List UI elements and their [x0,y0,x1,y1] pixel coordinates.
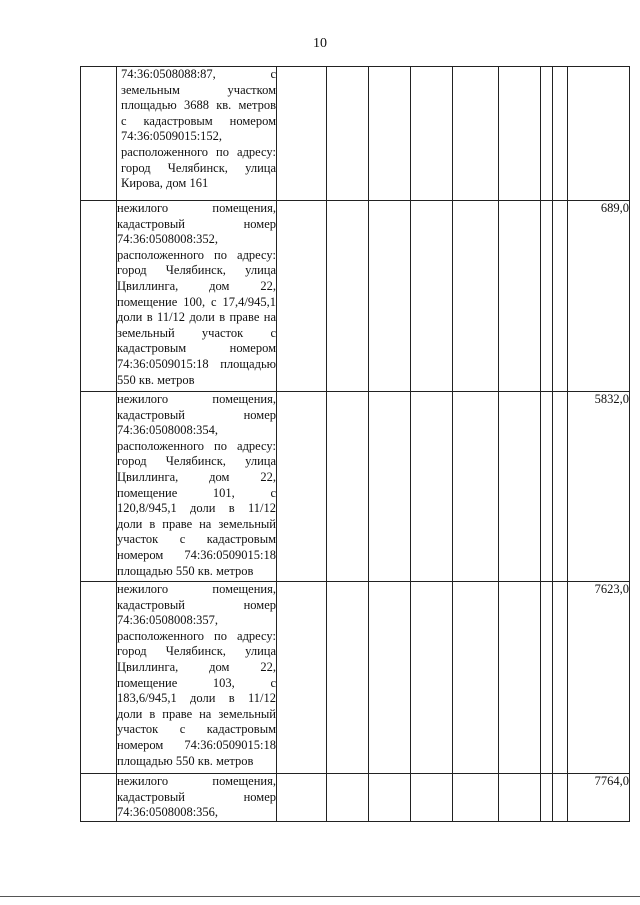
description-line: земельным участком [121,82,276,97]
empty-cell [369,201,411,392]
description-line: город Челябинск, улица [117,644,276,659]
description-line: площадью 550 кв. метров [117,563,254,578]
amount-cell: 5832,0 [568,392,630,582]
property-description [117,201,277,392]
empty-cell [81,582,117,774]
description-line: 74:36:0508008:352, [117,232,219,247]
description-line: 74:36:0509015:18 площадью [117,356,276,371]
description-line: с кадастровым номером [121,113,276,128]
description-line: номером 74:36:0509015:18 [117,547,276,562]
empty-cell [369,774,411,822]
empty-cell [453,392,499,582]
amount-cell: 7623,0 [568,582,630,774]
description-line: Кирова, дом 161 [121,176,209,191]
empty-cell [499,582,541,774]
empty-cell [411,582,453,774]
description-line: площадью 3688 кв. метров [121,98,276,113]
empty-cell [499,67,541,201]
description-line: номером 74:36:0509015:18 [117,737,276,752]
empty-cell [327,201,369,392]
description-line: кадастровый номер [117,216,276,231]
empty-cell [553,582,568,774]
empty-cell [499,774,541,822]
description-line: участок с кадастровым [117,532,276,547]
description-line: 74:36:0508008:357, [117,613,219,628]
amount-cell [568,67,630,201]
description-line: 120,8/945,1 доли в 11/12 [117,501,276,516]
description-line: город Челябинск, улица [121,160,276,175]
description-line: нежилого помещения, [117,392,276,406]
description-line: помещение 100, с 17,4/945,1 [117,294,276,309]
empty-cell [541,201,553,392]
description-line: город Челябинск, улица [117,454,276,469]
table-row [81,392,630,582]
amount-cell: 7764,0 [568,774,630,822]
empty-cell [411,201,453,392]
description-line: нежилого помещения, [117,774,276,788]
description-line: кадастровый номер [117,789,276,804]
property-description [117,774,277,822]
table-row [81,201,630,392]
description-line: кадастровый номер [117,597,276,612]
empty-cell [541,67,553,201]
empty-cell [553,392,568,582]
empty-cell [411,774,453,822]
description-line: нежилого помещения, [117,582,276,596]
description-line: доли в праве на земельный [117,516,276,531]
description-line: кадастровым номером [117,341,276,356]
description-line: помещение 101, с [117,485,276,500]
empty-cell [327,67,369,201]
empty-cell [81,67,117,201]
empty-cell [453,774,499,822]
empty-cell [453,67,499,201]
description-line: нежилого помещения, [117,201,276,215]
empty-cell [499,392,541,582]
page-number: 10 [313,36,327,51]
empty-cell [327,774,369,822]
description-line: расположенного по адресу: [117,247,276,262]
empty-cell [453,582,499,774]
property-description [117,67,277,201]
property-description [117,582,277,774]
footer-rule [0,896,640,897]
empty-cell [499,201,541,392]
empty-cell [277,774,327,822]
empty-cell [411,392,453,582]
empty-cell [541,392,553,582]
empty-cell [81,392,117,582]
empty-cell [369,67,411,201]
description-line: расположенного по адресу: [117,628,276,643]
empty-cell [369,392,411,582]
description-line: расположенного по адресу: [121,144,276,159]
empty-cell [277,582,327,774]
property-description [117,392,277,582]
empty-cell [327,392,369,582]
property-table [80,66,630,822]
description-line: 74:36:0508088:87, с [121,67,276,81]
empty-cell [277,392,327,582]
description-line: 74:36:0509015:152, [121,129,223,144]
table-row [81,582,630,774]
empty-cell [81,201,117,392]
empty-cell [81,774,117,822]
table-row [81,774,630,822]
description-line: кадастровый номер [117,407,276,422]
empty-cell [553,201,568,392]
empty-cell [541,582,553,774]
amount-cell: 689,0 [568,201,630,392]
description-line: 550 кв. метров [117,372,195,387]
description-line: 183,6/945,1 доли в 11/12 [117,691,276,706]
description-line: 74:36:0508008:354, [117,423,219,438]
empty-cell [327,582,369,774]
description-line: Цвиллинга, дом 22, [117,469,276,484]
empty-cell [277,201,327,392]
description-line: город Челябинск, улица [117,263,276,278]
description-line: доли в праве на земельный [117,706,276,721]
description-line: помещение 103, с [117,675,276,690]
empty-cell [369,582,411,774]
description-line: площадью 550 кв. метров [117,753,254,768]
empty-cell [553,774,568,822]
description-line: Цвиллинга, дом 22, [117,278,276,293]
empty-cell [411,67,453,201]
empty-cell [553,67,568,201]
empty-cell [541,774,553,822]
description-line: участок с кадастровым [117,722,276,737]
description-line: Цвиллинга, дом 22, [117,659,276,674]
description-line: земельный участок с [117,325,276,340]
description-line: доли в 11/12 доли в праве на [117,310,276,325]
table-row [81,67,630,201]
description-line: 74:36:0508008:356, [117,805,219,820]
empty-cell [277,67,327,201]
description-line: расположенного по адресу: [117,438,276,453]
empty-cell [453,201,499,392]
